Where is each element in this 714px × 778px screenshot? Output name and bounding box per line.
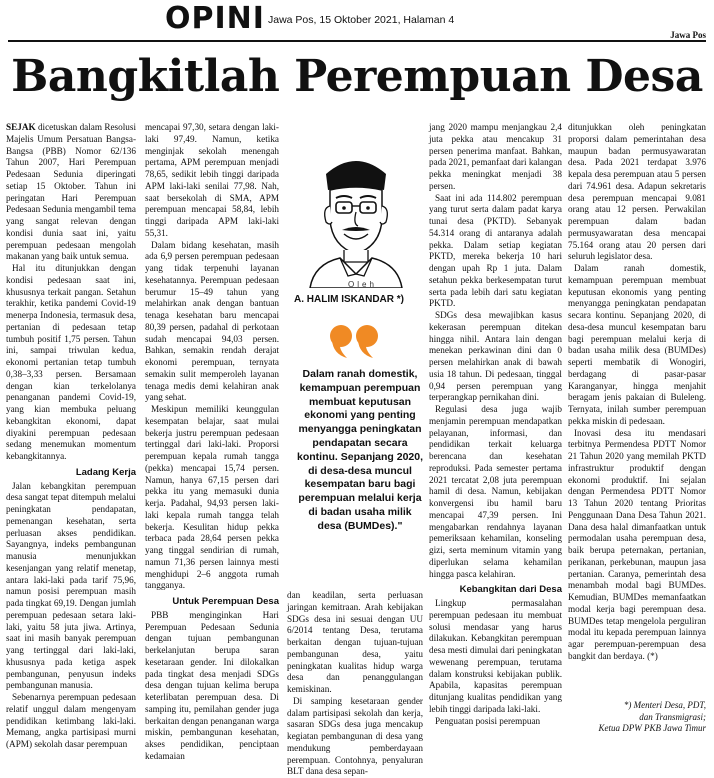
paragraph: Penguatan posisi perempuan (435, 715, 541, 726)
paragraph: Saat ini ada 114.802 perempuan yang turut serta dalam padat karya tunai desa (PKTD). Sebanyak 54.314 orang di antaranya adalah pekka. Dalam setiap kegiatan PKTD, mereka bekerja 10 hari dengan upah Rp 1 juta. Dalam setahun pekka berkesempatan turut serta pada lebih dari satu kegiatan PKTD. (429, 192, 562, 309)
author-footnote (568, 700, 706, 735)
column-4 (429, 122, 562, 727)
headline: Bangkitlah Perempuan Desa (11, 51, 703, 102)
author-portrait-illustration (296, 128, 416, 288)
paragraph: Jalan kebangkitan perempuan desa sangat tepat ditempuh melalui peningkatan pendapatan, pemenangan kesehatan, serta perluasan akses pendidikan. Sayangnya, indeks pembangunan manusia menunjukkan kesenjangan yang relatif menetap, antara laki-laki pada tarif 75,96, namun posisi perempuan masih pada tingkat 69,19. Dengan jumlah perempuan pedesaan setara laki-laki, yaitu 58 juta jiwa. Artinya, saat ini masih banyak perempuan yang tertinggal dari laki-laki, khususnya pada ketiga aspek pembangunan, penyusun indeks pembangunan manusia. (6, 480, 136, 691)
column-2 (145, 122, 279, 763)
paragraph: Lingkup permasalahan perempuan pedesaan itu membuat solusi mendasar yang harus dilakukan. Kebangkitan perempuan desa mesti dimulai dari peningkatan wewenang perempuan, terutama dalam konstruksi kebijakan publik. Apabila, kapasitas perempuan ditunjang kualitas pendidikan yang lebih tinggi daripada laki-laki. (429, 598, 562, 714)
paragraph: dan keadilan, serta perluasan jaringan kemitraan. Arah kebijakan SDGs desa ini sesuai dengan UU 6/2014 tentang Desa, terutama berkaitan dengan tujuan-tujuan pembangunan desa, yaitu peningkatan kualitas hidup warga desa dan penanggulangan kemiskinan. (287, 590, 423, 694)
footnote-line: *) Menteri Desa, PDT, (623, 700, 706, 710)
lead-word: SEJAK (6, 122, 36, 132)
footnote-line: dan Transmigrasi; (639, 711, 706, 722)
paragraph: Hal itu ditunjukkan dengan kondisi pedesaan saat ini, khususnya terkait pangan. Setahun terakhir, ketika pandemi Covid-19 menerpa Indonesia, termasuk desa, pertanian di pedesaan tetap tumbuh positif 1,75 persen. Tahun ini, sampai triwulan kedua, ekonomi pertanian tetap tumbuh 0,38–3,33 persen. Bersamaan dengan kian terkelolanya penanganan pandemi Covid-19, yang kian membuka peluang kebangkitan ekonomi, dapat diyakini perempuan pedesaan sedang menemukan momentum kebangkitannya. (6, 263, 136, 461)
paragraph (6, 122, 136, 263)
quote-mark-icon (325, 320, 385, 360)
paragraph: Dalam ranah domestik, kemampuan perempuan membuat keputusan ekonomis yang penting menyangga peningkatan pendapatan secara kontinu. Sepanjang 2020, di desa-desa muncul kesempatan baru bagi perempuan melalui kerja di badan usaha milik desa (BUMDes) seperti membatik di Wonogiri, berdagang di pasar-pasar Karanganyar, hingga menjahit beragam jenis pakaian di Buleleng. Ternyata, inilah sumber perempuan pekka miskin di pedesaan. (568, 263, 706, 426)
subheading: Untuk Perempuan Desa (172, 596, 279, 607)
brand-name: Jawa Pos (670, 30, 706, 40)
paragraph: Regulasi desa juga wajib menjamin perempuan mendapatkan pelayanan, informasi, dan pendidikan terkait keluarga berencana dan kesehatan reproduksi. Pada semester pertama 2021 tercatat 2,08 juta perempuan hamil di desa. Namun, kebijakan konvergensi ibu hamil baru mencapai 47,39 persen. Ini mengabarkan rendahnya layanan pemeriksaan kehamilan, konseling gizi, serta meminum vitamin yang diperlukan selama kehamilan hingga pasca kelahiran. (429, 404, 562, 579)
subheading: Ladang Kerja (75, 466, 136, 478)
paragraph: mencapai 97,30, setara dengan laki-laki 97,49. Namun, ketika menginjak sekolah menengah pertama, APM perempuan menjadi 78,65, sedikit lebih tinggi daripada APM laki-laki senilai 77,98. Nah, saat bersekolah di SMA, APM perempuan mencapai 58,84, lebih tinggi daripada APM laki-laki 55,31. (145, 122, 279, 238)
pull-quote: Dalam ranah domestik, kemampuan perempuan membuat keputusan ekonomi yang penting menyangga peningkatan pendapatan secara kontinu. Sepanjang 2020, di desa-desa muncul kesempatan baru bagi perempuan melalui kerja di badan usaha milik desa (BUMDes)." (296, 368, 424, 532)
subheading: Kebangkitan dari Desa (459, 584, 562, 596)
paragraph: Di samping kesetaraan gender dalam partisipasi sekolah dan kerja, sasaran SDGs desa juga mencakup kegiatan pembangunan di desa yang mendukung pemberdayaan perempuan. Contohnya, penyaluran BLT dana desa sepan- (287, 695, 423, 777)
publication-info: Jawa Pos, 15 Oktober 2021, Halaman 4 (268, 14, 455, 26)
paragraph: Dalam bidang kesehatan, masih ada 6,9 persen perempuan pedesaan yang tidak terpenuhi layanan kesehatannya. Perempuan pedesaan berumur 15–49 tahun yang melahirkan anak dengan bantuan tenaga kesehatan baru mencapai 80,39 persen, padahal di perkotaan sudah mencapai 94,03 persen. Bahkan, semakin rendah derajat ekonomi perempuan, ternyata semakin sulit memperoleh layanan tenaga medis demi kelahiran anak yang sehat. (145, 239, 279, 403)
header-rule (8, 40, 706, 42)
paragraph-text: dicetuskan dalam Resolusi Majelis Umum Persatuan Bangsa-Bangsa (PBB) Nomor 62/136 Tahun 2007, Hari Perempuan Pedesaan Sedunia diperingati setiap 15 Oktober. Tahun ini peringatan Hari Perempuan Pedesaan Sedunia mengambil tema yang sangat relevan dengan kondisi dunia saat ini, yaitu perempuan pedesaan mengolah makanan yang baik untuk semua. (6, 122, 136, 262)
column-5 (568, 122, 706, 663)
section-title: OPINI (165, 1, 265, 36)
paragraph: ditunjukkan oleh peningkatan proporsi dalam pemerintahan desa maupun badan permusyawaratan desa. Pada 2021 terdapat 3.976 kepala desa perempuan atau 5 persen dari 74.961 desa. Adapun sekretaris desa perempuan mencapai 9.081 orang atau 12 persen. Perwakilan perempuan dalam badan permusyawaratan desa mencapai 75.164 orang atau 20 persen dari seluruh legislator desa. (568, 122, 706, 262)
paragraph: PBB menginginkan Hari Perempuan Pedesaan Sedunia dengan tujuan pembangunan berkelanjutan berupa saran kesetaraan gender. Ini dilokalkan pada tingkat desa menjadi SDGs desa dengan tujuan kelima berupa keterlibatan perempuan desa. Di samping itu, pemilahan gender juga berkaitan dengan penanganan warga miskin, pembangunan kesehatan, akses pendidikan, penciptaan kedamaian (145, 609, 279, 761)
page-header (0, 0, 714, 40)
column-3 (287, 590, 423, 778)
column-1 (6, 122, 136, 751)
author-name: A. HALIM ISKANDAR *) (294, 294, 404, 305)
paragraph: Sebenarnya perempuan pedesaan relatif unggul dalam mengenyam pendidikan ketimbang laki-laki. Memang, angka partisipasi murni (APM) sekolah dasar perempuan (6, 692, 136, 749)
footnote-line: Ketua DPW PKB Jawa Timur (598, 723, 706, 733)
paragraph: Meskipun memiliki keunggulan kesempatan belajar, saat mulai bekerja justru perempuan pedesaan tertinggal dari laki-laki. Proporsi perempuan kepala rumah tangga (pekka) mencapai 15,74 persen. Namun, hanya 67,15 persen dari pekka itu yang memasuki dunia kerja. Padahal, 94,93 persen laki-laki kepala rumah tangga telah bekerja. Kesulitan hidup pekka terbaca pada 28,64 persen pekka yang tinggal sendirian di rumah, namun 71,36 persen lainnya mesti menghidupi 2–6 anggota rumah tangganya. (145, 404, 279, 591)
paragraph: SDGs desa mewajibkan kasus kekerasan perempuan ditekan hingga nihil. Antara lain dengan menekan perkawinan dini dan 0 persen melahirkan anak di bawah usia 18 tahun. Di pedesaan, tinggal 0,94 persen perempuan yang terperangkap pernikahan dini. (429, 310, 562, 403)
paragraph: jang 2020 mampu menjangkau 2,4 juta pekka atau mencakup 31 persen penerima manfaat. Bahkan, pada 2021, pemanfaat dari kalangan pekka meningkat menjadi 38 persen. (429, 122, 562, 191)
paragraph: Inovasi desa itu mendasari terbitnya Permendesa PDTT Nomor 21 Tahun 2020 yang memilah PKTD infrastruktur produktif dengan ekonomi produktif. Ini sejalan dengan Permendesa PDTT Nomor 13 Tahun 2020 tentang Prioritas Penggunaan Dana Desa Tahun 2021. Dana desa halal dimanfaatkan untuk permodalan usaha perempuan desa, baik berupa peternakan, pertanian, perikanan, perkebunan, maupun jasa pertanian. Caranya, pemerintah desa menambah modal bagi BUMDes. Kemudian, BUMDes memanfaatkan modal kerja bagi perempuan desa. BUMDes tetap mengelola perguliran modal itu kepada perempuan lainnya agar perempuan-perempuan desa bangkit dan berdaya. (*) (568, 427, 706, 661)
oleh-label: Oleh (348, 280, 377, 289)
